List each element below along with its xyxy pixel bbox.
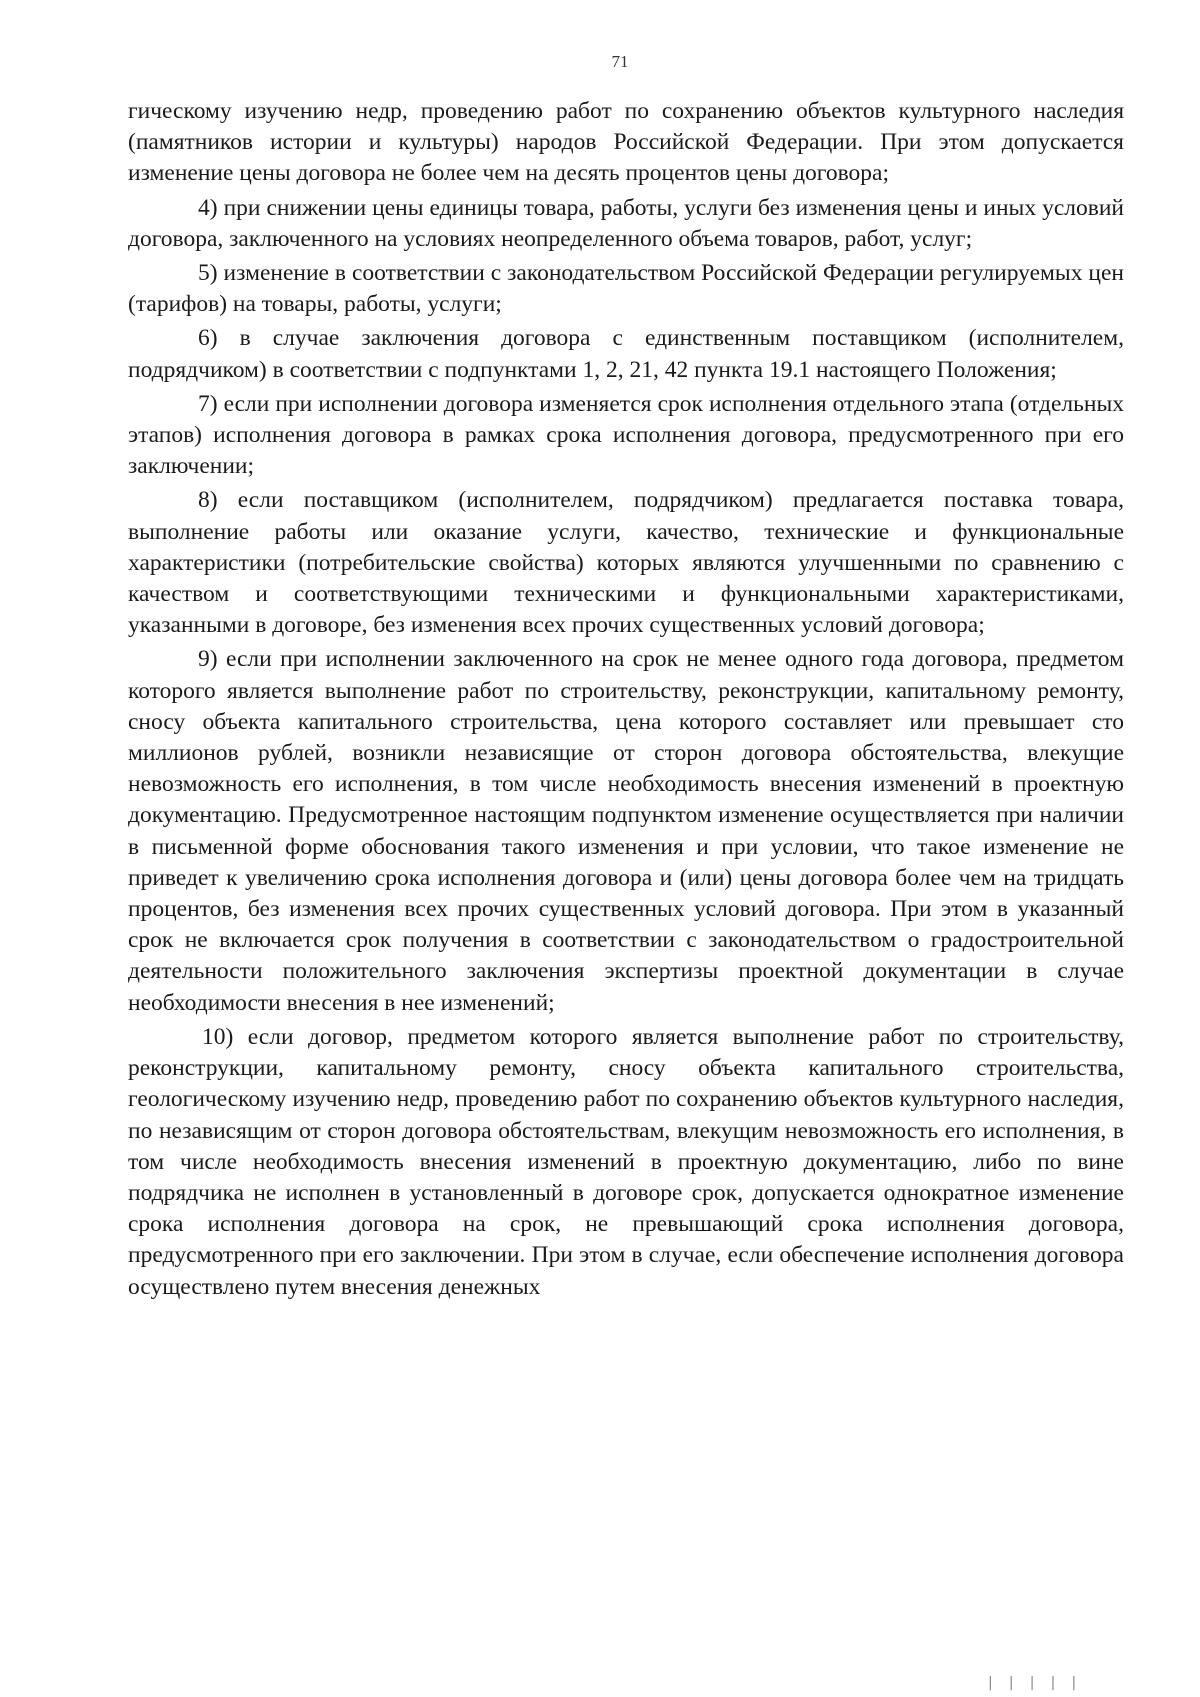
paragraph-item-6: 6) в случае заключения договора с единственным поставщиком (исполнителем, подрядчиком) в соответствии с подпунктами 1, 2, 21, 42 пункта 19.1 настоящего Положения;: [128, 325, 1124, 383]
paragraph-item-7: 7) если при исполнении договора изменяется срок исполнения отдельного этапа (отдельных этапов) исполнения договора в рамках срока исполнения договора, предусмотренного при его заключении;: [128, 390, 1124, 480]
paragraph-item-10: 10) если договор, предметом которого является выполнение работ по строительству, реконструкции, капитальному ремонту, сносу объекта капитального строительства, геологическому изучению недр, проведению работ по сохранению объектов культурного наследия, по независящим от сторон договора обстоятельствам, влекущим невозможность его исполнения, в том числе необходимость внесения изменений в проектную документацию, либо по вине подрядчика не исполнен в установленный в договоре срок, допускается однократное изменение срока исполнения договора на срок, не превышающий срока исполнения договора, предусмотренного при его заключении. При этом в случае, если обеспечение исполнения договора осуществлено путем внесения денежных: [128, 1023, 1124, 1300]
paragraph-continuation: гическому изучению недр, проведению работ по сохранению объектов культурного наследия (памятников истории и культуры) народов Российской Федерации. При этом допускается изменение цены договора не более чем на десять процентов цены договора;: [128, 98, 1124, 187]
paragraph-item-9: 9) если при исполнении заключенного на срок не менее одного года договора, предметом которого является выполнение работ по строительству, реконструкции, капитальному ремонту, сносу объекта капитального строительства, цена которого составляет или превышает сто миллионов рублей, возникли независящие от сторон договора обстоятельства, влекущие невозможность его исполнения, в том числе необходимость внесения изменений в проектную документацию. Предусмотренное настоящим подпунктом изменение осуществляется при наличии в письменной форме обоснования такого изменения и при условии, что такое изменение не приведет к увеличению срока исполнения договора и (или) цены договора более чем на тридцать процентов, без изменения всех прочих существенных условий договора. При этом в указанный срок не включается срок получения в соответствии с законодательством о градостроительной деятельности положительного заключения экспертизы проектной документации в случае необходимости внесения в нее изменений;: [128, 646, 1124, 1016]
page-number: 71: [611, 52, 629, 71]
paragraph-item-4: 4) при снижении цены единицы товара, работы, услуги без изменения цены и иных условий договора, заключенного на условиях неопределенного объема товаров, работ, услуг;: [128, 194, 1124, 252]
paragraph-item-5: 5) изменение в соответствии с законодательством Российской Федерации регулируемых цен (тарифов) на товары, работы, услуги;: [128, 260, 1124, 318]
page-body: [128, 96, 1124, 1306]
paragraph-item-8: 8) если поставщиком (исполнителем, подрядчиком) предлагается поставка товара, выполнение работы или оказание услуги, качество, технические и функциональные характеристики (потребительские свойства) которых являются улучшенными по сравнению с качеством и соответствующими техническими и функциональными характеристиками, указанными в договоре, без изменения всех прочих существенных условий договора;: [128, 487, 1124, 639]
scan-edge-mark: | | | | |: [986, 1675, 1080, 1691]
